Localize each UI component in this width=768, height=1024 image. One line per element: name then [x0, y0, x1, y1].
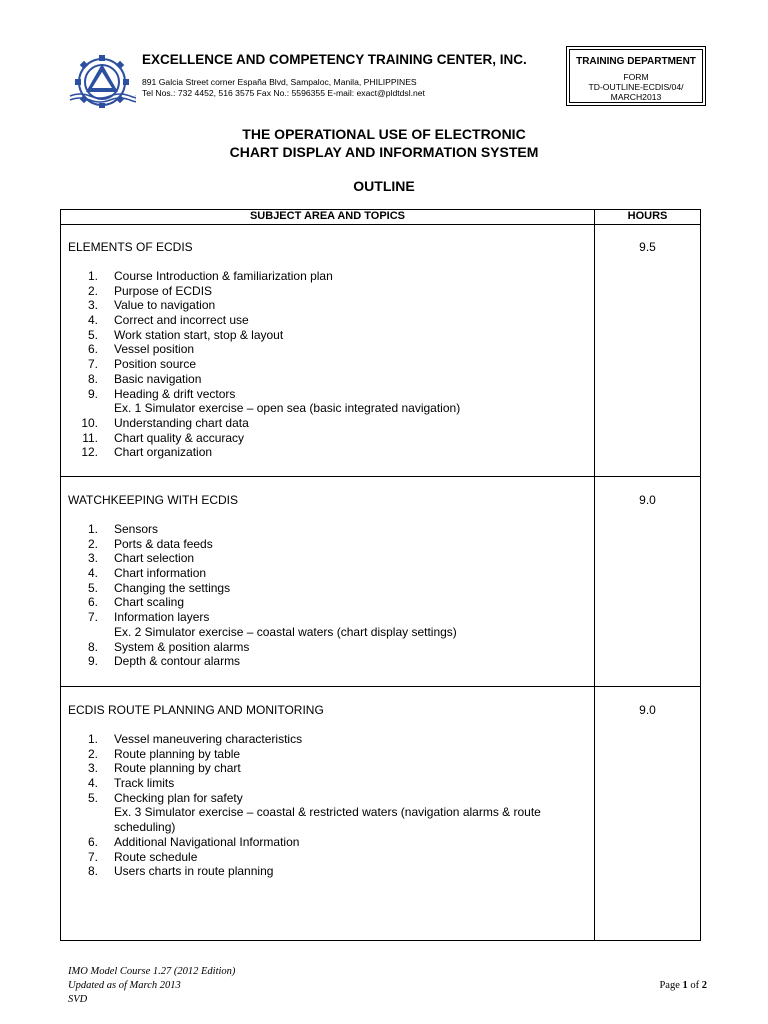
topic-number: 6. — [87, 595, 98, 610]
topic-text: Chart quality & accuracy — [114, 430, 245, 445]
topic-number: 2. — [87, 283, 98, 298]
section-hours: 9.5 — [639, 240, 656, 254]
topic-number: 7. — [87, 610, 98, 625]
topic-number: 3. — [87, 761, 98, 776]
topic-text: Chart selection — [114, 551, 195, 566]
topic-text: System & position alarms — [114, 639, 250, 654]
topic-text: Vessel position — [114, 342, 195, 357]
topic-number: 9. — [87, 654, 98, 669]
topic-text: Chart scaling — [114, 595, 185, 610]
training-department-box — [566, 46, 706, 106]
topic-text: Heading & drift vectors — [114, 386, 236, 401]
topic-text: Sensors — [114, 522, 159, 536]
page-of: of — [690, 980, 700, 991]
organization-contact: Tel Nos.: 732 4452, 516 3575 Fax No.: 5596355 E-mail: exact@pldtdsl.net — [142, 88, 425, 98]
topic-text: Understanding chart data — [114, 415, 249, 430]
topic-number: 8. — [87, 639, 98, 654]
organization-address: 891 Galcia Street corner España Blvd, Sampaloc, Manila, PHILIPPINES — [142, 77, 417, 87]
page-number — [659, 980, 707, 991]
page-total: 2 — [701, 980, 707, 991]
section-hours: 9.0 — [639, 703, 656, 717]
column-divider — [594, 210, 595, 940]
row-divider — [61, 686, 700, 687]
topic-number: 1. — [87, 522, 98, 536]
section-title: ELEMENTS OF ECDIS — [68, 240, 193, 254]
topic-text: Ports & data feeds — [114, 536, 213, 551]
topic-text: Ex. 3 Simulator exercise – coastal & restricted waters (navigation alarms & route — [114, 805, 541, 820]
section-title: ECDIS ROUTE PLANNING AND MONITORING — [68, 703, 324, 717]
topic-number: 11. — [82, 430, 98, 445]
topic-text: Purpose of ECDIS — [114, 283, 213, 298]
document-title-line-2: CHART DISPLAY AND INFORMATION SYSTEM — [229, 144, 539, 160]
topic-number: 8. — [87, 371, 98, 386]
topic-text: Users charts in route planning — [114, 864, 274, 879]
company-logo — [68, 52, 136, 108]
topic-text: Correct and incorrect use — [114, 313, 249, 328]
department-title: TRAINING DEPARTMENT — [576, 56, 696, 67]
topic-text: Ex. 2 Simulator exercise – coastal waters (chart display settings) — [114, 624, 457, 639]
topic-number: 7. — [87, 849, 98, 864]
topic-number: 5. — [87, 580, 98, 595]
topic-text: Basic navigation — [114, 371, 202, 386]
topic-text: Checking plan for safety — [114, 790, 243, 805]
topic-number: 5. — [87, 790, 98, 805]
topic-text: Position source — [114, 357, 197, 372]
topic-number: 1. — [87, 732, 98, 746]
topic-number: 6. — [87, 342, 98, 357]
topic-text: Information layers — [114, 610, 210, 625]
section-hours: 9.0 — [639, 493, 656, 507]
topic-text: Track limits — [114, 776, 175, 791]
topic-text: scheduling) — [114, 820, 176, 835]
topic-number: 4. — [87, 566, 98, 581]
topic-number: 3. — [87, 298, 98, 313]
page-current: 1 — [682, 980, 688, 991]
topic-text: Vessel maneuvering characteristics — [114, 732, 303, 746]
topic-text: Chart organization — [114, 445, 213, 460]
topic-number: 8. — [87, 864, 98, 879]
topic-number: 9. — [87, 386, 98, 401]
topic-text: Work station start, stop & layout — [114, 327, 284, 342]
form-date: MARCH2013 — [610, 92, 662, 102]
topic-text: Course Introduction & familiarization plan — [114, 269, 333, 283]
page-prefix: Page — [659, 980, 680, 991]
topic-text: Depth & contour alarms — [114, 654, 241, 669]
topic-number: 2. — [87, 746, 98, 761]
footer-course: IMO Model Course 1.27 (2012 Edition) — [68, 966, 236, 977]
topic-number: 10. — [81, 415, 98, 430]
topic-number: 6. — [87, 834, 98, 849]
topic-number: 3. — [87, 551, 98, 566]
organization-name: EXCELLENCE AND COMPETENCY TRAINING CENTER, INC. — [142, 52, 527, 67]
topic-text: Chart information — [114, 566, 207, 581]
topic-text: Ex. 1 Simulator exercise – open sea (basic integrated navigation) — [114, 401, 461, 416]
topic-number: 12. — [81, 445, 98, 460]
topic-number: 2. — [87, 536, 98, 551]
topic-text: Route planning by chart — [114, 761, 241, 776]
footer-initials: SVD — [68, 994, 88, 1005]
topic-text: Value to navigation — [114, 298, 216, 313]
subject-column-header: SUBJECT AREA AND TOPICS — [249, 210, 406, 222]
topic-text: Changing the settings — [114, 580, 231, 595]
header-divider — [61, 224, 700, 225]
topic-number: 4. — [87, 776, 98, 791]
row-divider — [61, 476, 700, 477]
form-label: FORM — [623, 72, 649, 82]
topic-number: 5. — [87, 327, 98, 342]
outline-table — [60, 209, 701, 941]
topic-number: 4. — [87, 313, 98, 328]
topic-number: 1. — [87, 269, 98, 283]
form-code: TD-OUTLINE-ECDIS/04/ — [588, 82, 684, 92]
hours-column-header: HOURS — [627, 210, 668, 222]
topic-text: Route schedule — [114, 849, 198, 864]
topic-text: Route planning by table — [114, 746, 241, 761]
section-title: WATCHKEEPING WITH ECDIS — [68, 493, 239, 507]
topic-text: Additional Navigational Information — [114, 834, 300, 849]
footer-updated: Updated as of March 2013 — [68, 980, 181, 991]
document-title-line-1: THE OPERATIONAL USE OF ELECTRONIC — [242, 126, 526, 142]
document-subtitle: OUTLINE — [353, 178, 415, 194]
topic-number: 7. — [87, 357, 98, 372]
